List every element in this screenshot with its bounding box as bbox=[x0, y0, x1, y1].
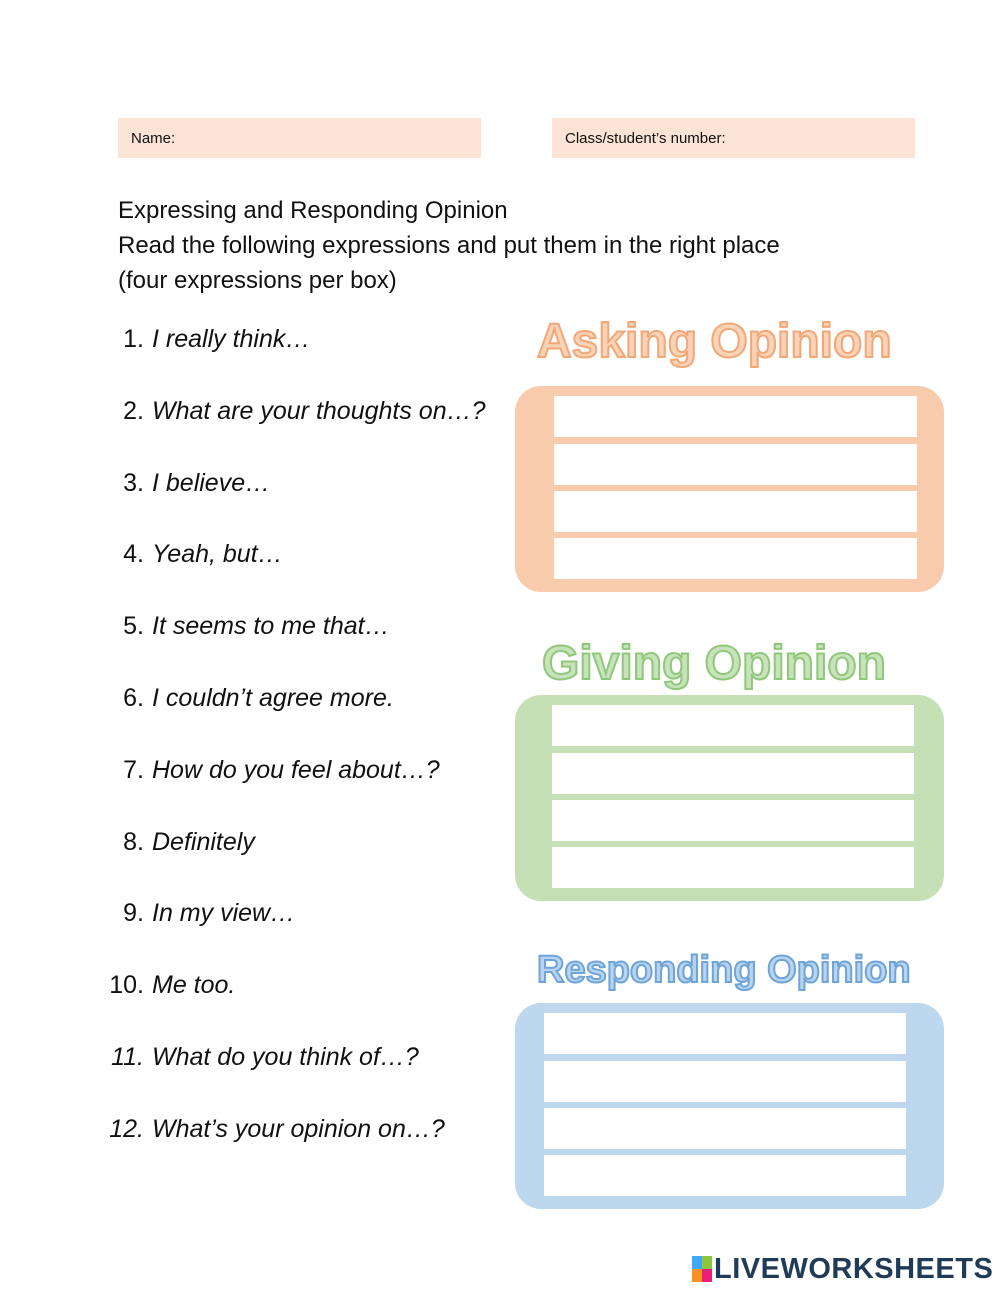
answer-slot[interactable] bbox=[554, 538, 917, 579]
expression-number: 9. bbox=[123, 899, 144, 927]
expression-item[interactable] bbox=[111, 1043, 419, 1072]
expression-item[interactable] bbox=[123, 325, 311, 354]
expression-item[interactable] bbox=[123, 540, 283, 569]
expression-text: Yeah, but… bbox=[152, 540, 283, 568]
expression-number: 3. bbox=[123, 469, 144, 497]
expression-item[interactable] bbox=[123, 899, 296, 928]
instructions bbox=[118, 193, 780, 298]
expression-text: What are your thoughts on…? bbox=[152, 397, 486, 425]
expression-text: Me too. bbox=[152, 971, 236, 999]
name-field[interactable] bbox=[118, 118, 481, 158]
logo-text: LIVEWORKSHEETS bbox=[714, 1252, 994, 1285]
expression-text: I couldn’t agree more. bbox=[152, 684, 394, 712]
answer-slot[interactable] bbox=[554, 444, 917, 485]
liveworksheets-logo-icon bbox=[692, 1256, 712, 1282]
expression-item[interactable] bbox=[123, 612, 390, 641]
expression-text: What’s your opinion on…? bbox=[152, 1115, 445, 1143]
expression-text: In my view… bbox=[152, 899, 296, 927]
answer-slot[interactable] bbox=[552, 705, 914, 746]
worksheet-title: Expressing and Responding Opinion bbox=[118, 197, 508, 224]
expression-number: 7. bbox=[123, 756, 144, 784]
giving-opinion-heading: Giving Opinion bbox=[542, 637, 886, 690]
responding-opinion-box bbox=[515, 1003, 944, 1209]
answer-slot[interactable] bbox=[552, 800, 914, 841]
expression-text: I really think… bbox=[152, 325, 311, 353]
expression-number: 11. bbox=[111, 1043, 144, 1071]
expression-number: 2. bbox=[123, 397, 144, 425]
expression-number: 10. bbox=[109, 971, 144, 999]
expression-text: I believe… bbox=[152, 469, 271, 497]
expression-number: 1. bbox=[123, 325, 144, 353]
answer-slot[interactable] bbox=[544, 1013, 906, 1054]
liveworksheets-logo bbox=[692, 1252, 994, 1285]
expression-text: It seems to me that… bbox=[152, 612, 390, 640]
expression-item[interactable] bbox=[123, 684, 394, 713]
expression-number: 12. bbox=[109, 1115, 144, 1143]
answer-slot[interactable] bbox=[544, 1061, 906, 1102]
expression-item[interactable] bbox=[123, 469, 271, 498]
expression-number: 4. bbox=[123, 540, 144, 568]
expression-item[interactable] bbox=[123, 756, 440, 785]
expression-number: 5. bbox=[123, 612, 144, 640]
class-number-label: Class/student’s number: bbox=[565, 129, 726, 147]
expression-item[interactable] bbox=[109, 971, 236, 1000]
instruction-note: (four expressions per box) bbox=[118, 267, 397, 294]
name-label: Name: bbox=[131, 129, 176, 147]
expression-item[interactable] bbox=[123, 828, 255, 857]
expression-text: Definitely bbox=[152, 828, 255, 856]
answer-slot[interactable] bbox=[552, 847, 914, 888]
class-number-field[interactable] bbox=[552, 118, 915, 158]
answer-slot[interactable] bbox=[544, 1155, 906, 1196]
asking-opinion-heading: Asking Opinion bbox=[537, 315, 892, 368]
expression-item[interactable] bbox=[123, 397, 486, 426]
answer-slot[interactable] bbox=[552, 753, 914, 794]
responding-opinion-heading: Responding Opinion bbox=[537, 949, 911, 991]
expression-number: 8. bbox=[123, 828, 144, 856]
expression-item[interactable] bbox=[109, 1115, 445, 1144]
giving-opinion-box bbox=[515, 695, 944, 901]
answer-slot[interactable] bbox=[544, 1108, 906, 1149]
expression-text: What do you think of…? bbox=[152, 1043, 419, 1071]
asking-opinion-box bbox=[515, 386, 944, 592]
instruction-line: Read the following expressions and put them in the right place bbox=[118, 232, 780, 259]
answer-slot[interactable] bbox=[554, 396, 917, 437]
answer-slot[interactable] bbox=[554, 491, 917, 532]
expression-text: How do you feel about…? bbox=[152, 756, 440, 784]
expression-number: 6. bbox=[123, 684, 144, 712]
